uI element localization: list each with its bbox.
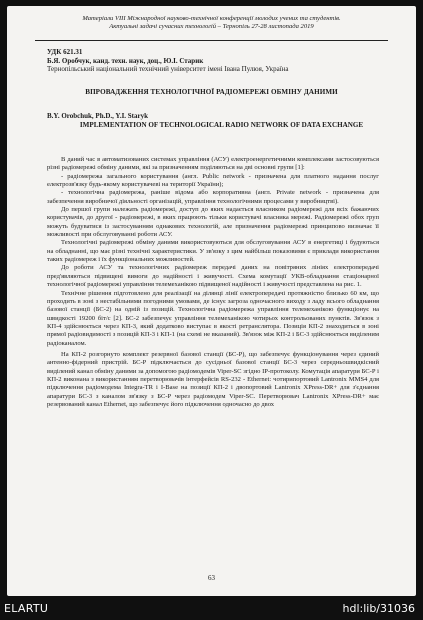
article-body	[47, 156, 379, 409]
header-line-2: Актуальні задачі сучасних технологій – Тернопіль 27-28 листопада 2019	[109, 23, 314, 30]
list-item: - технологічна радіомережа, раніше відома або корпоративна (англ. Private network - призначена для забезпечення виробничої діяльності організацій, управління технологічними процесами у виробництві).	[47, 189, 379, 205]
header-rule	[35, 40, 388, 41]
paragraph: На КП-2 розгорнуто комплект резервної базової станції (БС-Р), що забезпечує функціонування через єдиний антенно-фідерний пристрій. БС-Р підключається до сусідньої базової станції БС-3 через середньошвидкісний виділений канал обміну даними за допомогою радіомодемів Viper-SC згідно ІР-протоколу. Комутація апаратури БС-Р і КП-2 виконана з використанням перетворювачів інтерфейсів RS-232 - Ethernet: чотирипортовий Lantronix MMS4 для підключення радіомодема Integra-TR і I-Base на позиції КП-2 і двопортовий Lantronix XPress-DR+ для з'єднання апаратури БС-3 з каналом зв'язку з БС-Р через радіомодем Viper-SC. Перетворювач Lantronix XPress-DR+ має резервований канал Ethernet, що забезпечує його підключення одночасно до двох	[47, 350, 379, 408]
repository-footer	[0, 598, 423, 620]
paragraph: До першої групи належать радіомережі, доступ до яких надається власником радіомережі для всіх бажаючих користувачів, до другої - радіомережі, в яких працюють тільки користувачі власника мережі. Радіомережі обох груп можуть будуватися із застосуванням однакових технологій, але призначення радіомережі принципово визначає її можливості при обслуговуванні роботи АСУ.	[47, 206, 379, 239]
paragraph: Технічне рішення підготовлено для реалізації на ділянці лінії електропередачі протяжністю близько 60 км, що проходить в зоні з нестабільними погодними умовами, де існує загроза одночасного виходу з ладу всього обладнання базової станції (БС-2) на одній із позицій. Технологічна радіомережа управління телемеханікою функціонує на швидкості 19200 біт/с [2]. БС-2 забезпечує управління телемеханікою чотирьох контрольованих пунктів. Зв'язок з КП-4 здійснюється через КП-3, який додатково виступає в якості ретранслятора. Позиція КП-2 знаходиться в зоні прямої радіовидимості з позицій КП-3 і КП-1 (на схемі не вказаний). Зв'язок між КП-2 і БС-3 здійснюється виділеним радіоканалом.	[47, 289, 379, 347]
affiliation: Тернопільський національний технічний університет імені Івана Пулюя, Україна	[47, 65, 289, 74]
running-header	[7, 15, 416, 31]
paragraph: Технологічні радіомережі обміну даними використовуються для обслуговування АСУ в енергетиці і будуються на обладнанні, що має різні технічні характеристики. У зв'язку з цим найбільш показовими є приклади використання таких радіомереж і їх функціональних можливостей.	[47, 239, 379, 264]
repository-name: ELARTU	[4, 602, 49, 615]
paragraph: До роботи АСУ та технологічних радіомереж передачі даних на повітряних лініях електропередачі пред'являються підвищені вимоги до надійності і живучості. Схема комутації УКВ-обладнання стаціонарної технологічної радіомережі управління телемеханікою підвищеної надійності і живучості представлена на рис. 1.	[47, 264, 379, 289]
header-line-1: Матеріали VIII Міжнародної науково-технічної конференції молодих учених та студентів.	[82, 15, 341, 22]
authors-ua: Б.Я. Оробчук, канд. техн. наук, доц., Ю.І. Старик	[47, 56, 204, 65]
udc-code: УДК 621.31	[47, 48, 83, 56]
authors-en: B.Y. Orobchuk, Ph.D., Y.I. Staryk	[47, 112, 149, 120]
document-page	[7, 6, 416, 596]
title-en: IMPLEMENTATION OF TECHNOLOGICAL RADIO NETWORK OF DATA EXCHANGE	[79, 121, 364, 129]
paragraph: В даний час в автоматизованих системах управління (АСУ) електроенергетичними комплексами застосовуються різні радіомережі обміну даними, які за призначенням поділяються на дві основні групи [1]:	[47, 156, 379, 172]
page-number: 63	[208, 574, 215, 582]
list-item: - радіомережа загального користування (англ. Public network - призначена для платного надання послуг електрозв'язку будь-якому користувачеві на території України);	[47, 172, 379, 189]
article-meta	[47, 48, 289, 74]
handle-id: hdl:lib/31036	[342, 602, 415, 615]
title-ua: ВПРОВАДЖЕННЯ ТЕХНОЛОГІЧНОЇ РАДІОМЕРЕЖІ ОБМІНУ ДАНИМИ	[85, 88, 338, 96]
